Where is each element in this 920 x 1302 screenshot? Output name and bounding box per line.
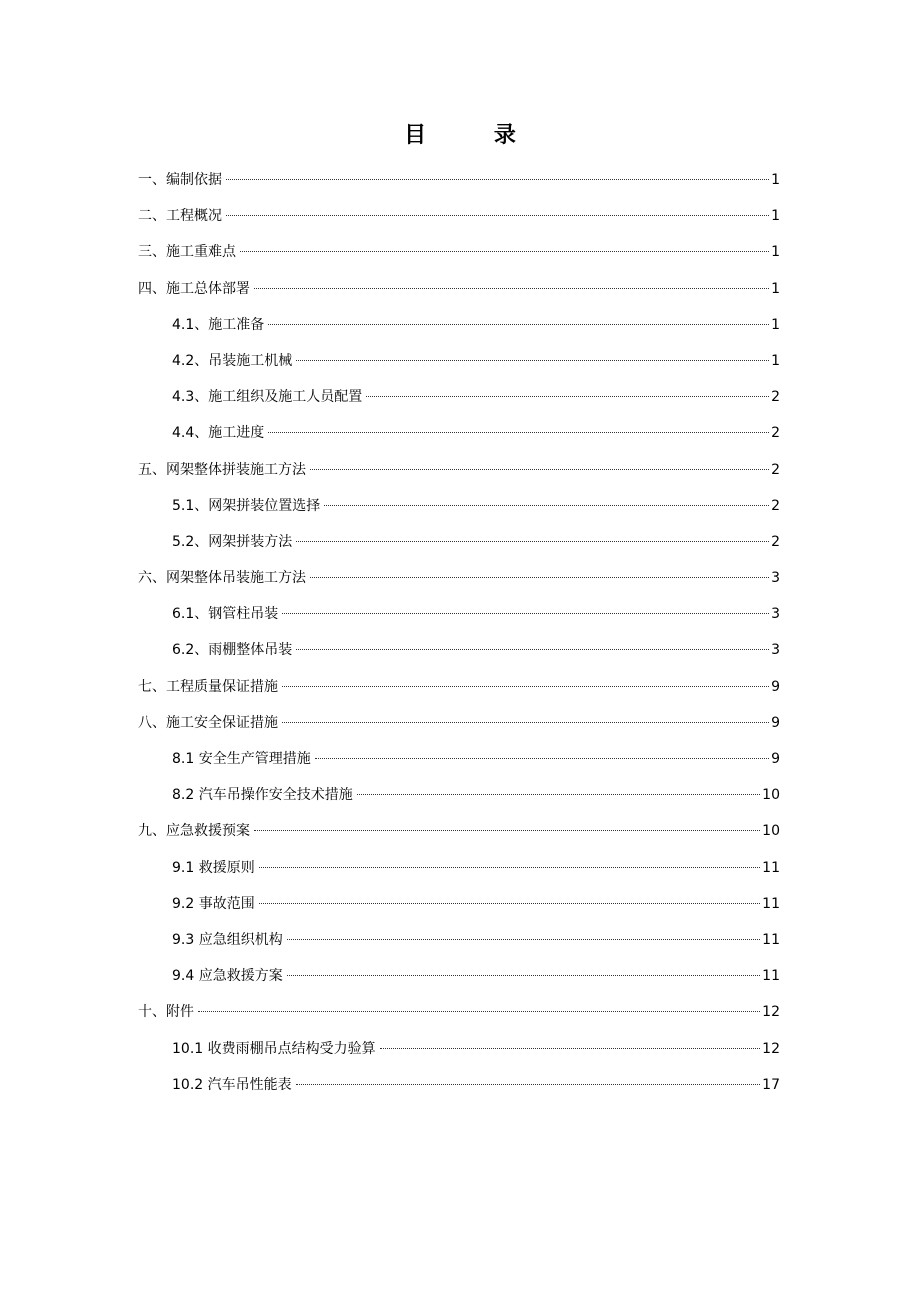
toc-entry-page: 2: [771, 425, 780, 442]
toc-entry-page: 11: [762, 895, 780, 912]
toc-entry-label: 三、施工重难点: [138, 244, 236, 261]
toc-entry-label: 10.2 汽车吊性能表: [172, 1076, 292, 1093]
toc-entry-label: 七、工程质量保证措施: [138, 678, 278, 695]
toc-entry-label: 九、应急救援预案: [138, 823, 250, 840]
toc-entry[interactable]: [138, 958, 780, 994]
toc-entry-page: 2: [771, 533, 780, 550]
toc-entry-page: 9: [771, 678, 780, 695]
toc-entry[interactable]: [138, 850, 780, 886]
toc-entry[interactable]: [138, 994, 780, 1030]
toc-entry[interactable]: [138, 1031, 780, 1067]
toc-entry[interactable]: [138, 271, 780, 307]
toc-entry[interactable]: [138, 379, 780, 415]
toc-entry-label: 4.4、施工进度: [172, 425, 265, 442]
toc-entry-page: 1: [771, 208, 780, 225]
toc-entry-label: 6.1、钢管柱吊装: [172, 606, 279, 623]
toc-entry[interactable]: [138, 705, 780, 741]
toc-entry-leader: [296, 648, 769, 650]
toc-entry[interactable]: [138, 886, 780, 922]
toc-entry-leader: [254, 829, 760, 831]
toc-entry[interactable]: [138, 669, 780, 705]
toc-entry-page: 1: [771, 244, 780, 261]
toc-entry-label: 9.3 应急组织机构: [172, 931, 283, 948]
toc-entry-label: 二、工程概况: [138, 208, 222, 225]
table-of-contents: [138, 162, 780, 1103]
toc-entry-label: 9.4 应急救援方案: [172, 968, 283, 985]
toc-entry-page: 10: [762, 823, 780, 840]
toc-entry[interactable]: [138, 596, 780, 632]
toc-entry-page: 2: [771, 461, 780, 478]
toc-entry-label: 八、施工安全保证措施: [138, 714, 278, 731]
toc-entry-leader: [287, 938, 760, 940]
toc-entry-page: 9: [771, 714, 780, 731]
toc-entry-label: 十、附件: [138, 1004, 194, 1021]
toc-entry[interactable]: [138, 198, 780, 234]
toc-entry-label: 9.2 事故范围: [172, 895, 255, 912]
toc-entry-page: 3: [771, 642, 780, 659]
toc-entry[interactable]: [138, 560, 780, 596]
page-title: 目 录: [404, 123, 546, 148]
toc-entry-page: 12: [762, 1040, 780, 1057]
toc-entry[interactable]: [138, 922, 780, 958]
toc-entry-page: 3: [771, 606, 780, 623]
toc-entry-page: 1: [771, 280, 780, 297]
toc-entry-leader: [259, 866, 760, 868]
toc-entry[interactable]: [138, 343, 780, 379]
toc-entry-label: 四、施工总体部署: [138, 280, 250, 297]
toc-entry-leader: [226, 178, 769, 180]
toc-entry-page: 12: [762, 1004, 780, 1021]
toc-entry-page: 17: [762, 1076, 780, 1093]
toc-entry-leader: [282, 721, 769, 723]
toc-entry-label: 五、网架整体拼装施工方法: [138, 461, 306, 478]
toc-entry-leader: [366, 395, 769, 397]
toc-entry[interactable]: [138, 813, 780, 849]
toc-entry-leader: [268, 431, 769, 433]
toc-entry-leader: [226, 214, 769, 216]
toc-entry-leader: [296, 359, 769, 361]
toc-entry-label: 9.1 救援原则: [172, 859, 255, 876]
toc-entry-leader: [259, 902, 760, 904]
toc-entry-leader: [254, 287, 769, 289]
toc-entry-page: 10: [762, 787, 780, 804]
toc-entry[interactable]: [138, 452, 780, 488]
toc-entry-leader: [282, 685, 769, 687]
toc-entry-page: 11: [762, 968, 780, 985]
toc-entry-page: 11: [762, 859, 780, 876]
toc-entry-leader: [287, 974, 760, 976]
toc-entry-page: 9: [771, 751, 780, 767]
toc-entry-leader: [282, 612, 769, 614]
toc-entry-leader: [310, 468, 769, 470]
toc-entry-leader: [324, 504, 769, 506]
toc-entry-label: 一、编制依据: [138, 172, 222, 188]
toc-entry-page: 1: [771, 172, 780, 188]
toc-entry-label: 5.1、网架拼装位置选择: [172, 497, 321, 514]
toc-entry-label: 10.1 收费雨棚吊点结构受力验算: [172, 1040, 376, 1057]
toc-entry-leader: [198, 1010, 760, 1012]
toc-entry-label: 8.1 安全生产管理措施: [172, 751, 311, 767]
toc-entry-leader: [315, 757, 769, 759]
toc-entry[interactable]: [138, 162, 780, 198]
toc-entry-label: 4.3、施工组织及施工人员配置: [172, 389, 363, 406]
toc-entry-page: 11: [762, 931, 780, 948]
toc-entry-page: 2: [771, 497, 780, 514]
toc-entry-leader: [310, 576, 769, 578]
toc-entry-page: 1: [771, 352, 780, 369]
toc-entry[interactable]: [138, 488, 780, 524]
toc-entry-leader: [296, 540, 769, 542]
toc-entry-label: 六、网架整体吊装施工方法: [138, 570, 306, 587]
toc-entry-label: 4.1、施工准备: [172, 316, 265, 333]
toc-entry[interactable]: [138, 234, 780, 270]
toc-entry-label: 6.2、雨棚整体吊装: [172, 642, 293, 659]
toc-entry[interactable]: [138, 741, 780, 777]
toc-entry-leader: [268, 323, 769, 325]
toc-entry[interactable]: [138, 1067, 780, 1103]
toc-entry-leader: [240, 250, 769, 252]
toc-entry-leader: [357, 793, 760, 795]
toc-entry-leader: [380, 1047, 761, 1049]
toc-entry-label: 8.2 汽车吊操作安全技术措施: [172, 787, 353, 804]
toc-entry-page: 2: [771, 389, 780, 406]
toc-entry-leader: [296, 1083, 761, 1085]
toc-entry-page: 3: [771, 570, 780, 587]
toc-entry[interactable]: [138, 632, 780, 668]
toc-entry-page: 1: [771, 316, 780, 333]
toc-entry-label: 4.2、吊装施工机械: [172, 352, 293, 369]
toc-entry[interactable]: [138, 307, 780, 343]
toc-entry-label: 5.2、网架拼装方法: [172, 533, 293, 550]
toc-entry[interactable]: [138, 415, 780, 451]
toc-entry[interactable]: [138, 777, 780, 813]
toc-entry[interactable]: [138, 524, 780, 560]
